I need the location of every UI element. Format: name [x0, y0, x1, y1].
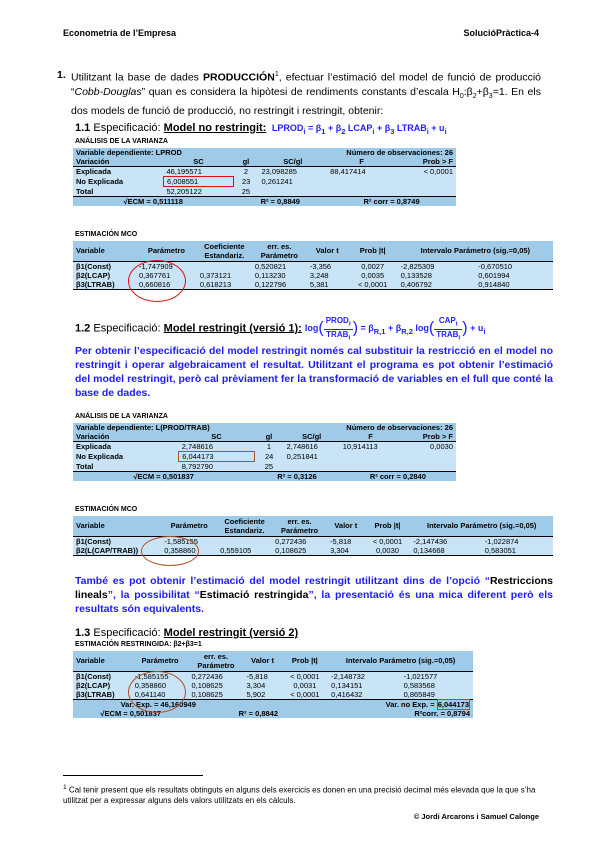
- est1-h4: Valor t: [315, 246, 339, 256]
- explanation-paragraph-2: [75, 574, 553, 616]
- cell: 0,583051: [484, 545, 516, 555]
- highlight-oval-params2: [141, 536, 199, 566]
- cell: -1,585155: [164, 536, 198, 546]
- cell: [401, 452, 456, 462]
- cell: 0,660816: [138, 279, 171, 289]
- est2-h5: Prob |t|: [374, 521, 401, 531]
- cell: Total: [76, 186, 94, 196]
- cell: 5,381: [309, 279, 329, 289]
- anova2-r2corr: R² corr = 0,2840: [369, 472, 426, 481]
- cell: β1(Const): [76, 261, 111, 271]
- cell: 0,358860: [134, 680, 167, 690]
- est3-h4: Prob |t|: [291, 656, 318, 666]
- section-1-1-heading: [75, 122, 447, 136]
- cell: 3,248: [309, 270, 329, 280]
- est3-r2corr: R²corr. = 0,8794: [414, 708, 470, 718]
- est3-h1: Parámetro: [141, 656, 179, 666]
- est2-title: ESTIMACIÓN MCO: [75, 506, 138, 513]
- header-left: Econometria de l’Empresa: [63, 28, 177, 38]
- section-1-3-heading: [75, 627, 298, 639]
- footnote-mark: 1: [274, 71, 279, 78]
- est2-h3: err. es. Parámetro: [281, 516, 319, 535]
- est2-h4: Valor t: [334, 521, 358, 531]
- cell: 0,134151: [331, 680, 363, 690]
- est3-varnoexp: [243, 699, 473, 709]
- cell: < 0,0001: [290, 671, 320, 681]
- cell: 0,113230: [254, 270, 286, 280]
- est1-h5: Prob |t|: [359, 246, 386, 256]
- section-title: Model restringit (versió 1):: [163, 322, 302, 335]
- anova2-h1: SC: [211, 432, 222, 441]
- anova2-r2: R² = 0,3126: [277, 472, 317, 481]
- anova1-h4: F: [359, 157, 364, 166]
- cell: -1,747909: [138, 261, 173, 271]
- text-c: ” quan es considera la hipòtesi de rendiments constants d’escala H: [141, 85, 460, 98]
- anova1-title: ANÁLISIS DE LA VARIANZA: [75, 138, 168, 145]
- footnote-text: Cal tenir present que els resultats obtinguts en alguns dels exercicis es donen en una precisió decimal més elevada que la que s’ha utilitzat per a expressar alguns dels valors utilitzats en els càlculs.: [63, 785, 536, 805]
- anova1-h3: SC/gl: [283, 157, 303, 166]
- anova2-table: [73, 423, 456, 481]
- cell: β2(LCAP): [76, 270, 111, 280]
- cell: 2,748616: [286, 442, 318, 452]
- section-label: Especificació:: [93, 322, 164, 335]
- cell: 0,559105: [220, 545, 252, 555]
- cell: [327, 187, 396, 197]
- cell: -2,825309: [400, 261, 435, 271]
- cell: 0,0030: [430, 442, 453, 452]
- cell: 0,358860: [164, 545, 196, 555]
- cell: 0,641140: [134, 689, 166, 699]
- cell: < 0,0001: [423, 167, 453, 177]
- cell: 0,261241: [261, 177, 293, 186]
- cell: 0,134668: [413, 545, 445, 555]
- anova1-h5: Prob > F: [422, 157, 453, 166]
- cell: β2(LCAP): [76, 680, 111, 690]
- cell: -5,818: [246, 671, 268, 681]
- cell: [197, 261, 252, 271]
- cell: [340, 452, 402, 462]
- cell: 23: [241, 177, 251, 186]
- anova2-title: ANÁLISIS DE LA VARIANZA: [75, 413, 168, 420]
- cell: -2,148732: [331, 671, 365, 681]
- copyright: © Jordi Arcarons i Samuel Calonge: [413, 812, 539, 821]
- cell: 23,098285: [261, 167, 297, 177]
- cell: 8,792790: [181, 462, 214, 471]
- cell: 0,108625: [191, 689, 223, 699]
- anova1-h1: SC: [193, 157, 204, 166]
- cell: No Explicada: [76, 177, 124, 186]
- cell: [284, 462, 340, 472]
- cell: 3,304: [330, 545, 349, 555]
- para2-e: ”, la presentació és una mica diferent però els resultats són equivalents.: [75, 589, 553, 615]
- cell: 0,108625: [191, 680, 223, 690]
- est2-h6: Intervalo Parámetro (sig.=0,05): [427, 521, 537, 531]
- cell: [258, 187, 327, 197]
- anova2-h5: Prob > F: [422, 432, 453, 441]
- cell: [396, 177, 456, 187]
- anova2-h2: gl: [265, 432, 273, 441]
- anova2-dep: Variable dependiente: L(PROD/TRAB): [76, 423, 210, 432]
- cell: 0,865849: [403, 689, 435, 699]
- cell: [327, 177, 396, 187]
- text-f: =1. En els dos models de funció de producció, no restringit i restringit, obtenir:: [71, 85, 541, 117]
- cell: -2,147436: [413, 536, 448, 546]
- est1-h0: Variable: [76, 246, 105, 256]
- anova1-ecm: √ECM = 0,511118: [123, 197, 183, 206]
- cell: 0,108625: [275, 545, 307, 555]
- cell: 0,520821: [254, 261, 287, 271]
- cell: -3,356: [309, 261, 332, 271]
- est2-h2: Coeficiente Estandariz.: [224, 516, 265, 535]
- exercise-1: [57, 68, 541, 118]
- anova1-h0: Variación: [76, 157, 110, 166]
- cell: [340, 462, 402, 472]
- model-name: Cobb-Douglas: [74, 85, 142, 98]
- footnote-number: 1: [63, 784, 67, 791]
- para2-b: Restriccions lineals: [75, 575, 553, 601]
- est1-h3: err. es. Parámetro: [260, 241, 298, 260]
- table-row: [73, 442, 456, 452]
- cell: 0,406792: [400, 279, 432, 289]
- highlight-oval-params1: [128, 260, 186, 302]
- section-1-2-heading: [75, 316, 485, 342]
- cell: [396, 187, 456, 197]
- cell: 24: [264, 452, 274, 461]
- anova2-h4: F: [368, 432, 373, 441]
- table-row: [73, 462, 456, 472]
- formula-unrestricted: $LPROD_i = \beta_1 + \beta_2$ $LCAP_i + \beta_3$ $LTRAB_i + u_i$: [271, 123, 447, 136]
- cell: 0,251841: [286, 452, 318, 461]
- cell: 10,914113: [342, 442, 378, 452]
- cell: β1(Const): [76, 536, 111, 546]
- cell: 0,0027: [361, 261, 385, 271]
- cell: 5,902: [246, 689, 266, 699]
- cell: 0,0031: [293, 680, 317, 690]
- cell: 88,417414: [330, 167, 366, 177]
- est3-varexp: Var. Exp. = 46,160949: [120, 699, 196, 709]
- footnote: [63, 783, 541, 806]
- anova2-h3: SC/gl: [302, 432, 322, 441]
- cell: < 0,0001: [357, 279, 388, 289]
- table-row: [73, 167, 456, 177]
- para2-d: Estimació restringida: [199, 589, 309, 601]
- cell: 0,0030: [376, 545, 399, 555]
- anova1-r2corr: R² corr = 0,8749: [363, 197, 420, 206]
- cell: β1(Const): [76, 671, 111, 681]
- est2-h1: Parámetro: [170, 521, 208, 531]
- para2-c: ”, la possibilitat “: [107, 589, 200, 601]
- varnoexp-label: Var. no Exp. =: [385, 699, 437, 709]
- anova2-h0: Variación: [76, 432, 110, 441]
- est1-h2: Coeficiente Estandariz.: [204, 241, 245, 260]
- cell: 2: [243, 167, 248, 177]
- section-number: 1.1: [75, 122, 91, 134]
- text-e: +β: [476, 85, 489, 98]
- cell: 25: [264, 461, 274, 471]
- cell: 0,0035: [361, 270, 385, 280]
- section-number: 1.2: [75, 322, 91, 335]
- est3-h0: Variable: [76, 656, 105, 666]
- cell: [401, 462, 456, 472]
- cell: Total: [76, 461, 94, 471]
- anova2-nobs: Número de observaciones: 26: [346, 423, 453, 432]
- cell: 0,416432: [331, 689, 363, 699]
- cell: [217, 536, 272, 546]
- cell: 0,133528: [400, 270, 432, 280]
- header-right: SolucióPràctica-4: [463, 28, 539, 38]
- cell: β3(LTRAB): [76, 279, 115, 289]
- anova1-r2: R² = 0,8849: [260, 197, 300, 206]
- cell: 46,195571: [166, 167, 202, 176]
- cell: 2,748616: [181, 442, 214, 451]
- table-row: [73, 187, 456, 197]
- anova1-dep: Variable dependiente: LPROD: [76, 148, 182, 157]
- cell: 52,205122: [166, 187, 202, 196]
- formula-restricted: log( $\frac{PROD_i}{TRAB_i}$ ) = $\beta_{R,1} + \beta_{R,2}$ log( $\frac{CAP_i}{TRAB_i}$ ) + $u_i$: [304, 316, 486, 342]
- text-a: Utilitzant la base de dades: [71, 71, 204, 84]
- explanation-paragraph-1: Per obtenir l’especificació del model restringit només cal substituir la restricció en el model no restringit i operar algebraicament el resultat. Utilitzant el programa es pot obtenir l’estimació del model restringit, però cal prèviament fer la transformació de variables en el full que conté la base de dades.: [75, 345, 553, 399]
- exercise-number: 1.: [57, 69, 66, 81]
- section-number: 1.3: [75, 627, 91, 639]
- cell: 0,914840: [478, 279, 510, 289]
- anova2-ecm: √ECM = 0,501837: [133, 472, 194, 481]
- footnote-divider: [63, 775, 203, 776]
- text-b: , efectuar l’estimació del model de funció de producció “: [71, 71, 541, 98]
- cell: < 0,0001: [372, 536, 403, 546]
- est1-title: ESTIMACIÓN MCO: [75, 231, 138, 238]
- table-row: [73, 177, 456, 187]
- highlighted-cell: 6,008551: [163, 177, 233, 187]
- cell: 0,122796: [254, 279, 287, 289]
- cell: β3(LTRAB): [76, 689, 115, 699]
- cell: 0,601994: [478, 270, 510, 280]
- exercise-text: Utilitzant la base de dades PRODUCCIÓN$^1$, efectuar l’estimació del model de funció de producció “Cobb-Douglas” quan es considera la hipòtesi de rendiments constants d’escala $H_0:\beta_2+\beta_3=1$. En els dos models de funció de producció, no restringit i restringit, obtenir:: [71, 71, 541, 117]
- section-title: Model no restringit:: [163, 122, 267, 134]
- cell: 0,272436: [191, 671, 223, 681]
- cell: β2(L(CAP/TRAB)): [76, 545, 139, 555]
- cell: 0,583568: [403, 680, 435, 690]
- est3-h2: err. es. Parámetro: [197, 651, 235, 670]
- anova1-h2: gl: [242, 157, 250, 166]
- cell: Explicada: [76, 167, 112, 177]
- table-row: [73, 452, 456, 462]
- text-d: :β: [463, 85, 473, 98]
- anova1-nobs: Número de observaciones: 26: [346, 148, 453, 157]
- est3-h5: Intervalo Parámetro (sig.=0,05): [345, 656, 456, 666]
- est3-ecm: √ECM = 0,501837: [100, 708, 162, 718]
- cell: 0,373121: [199, 270, 232, 280]
- cell: 0,367761: [138, 270, 171, 280]
- para2-a: També es pot obtenir l’estimació del model restringit utilitzant dins de l’opció “: [75, 575, 490, 587]
- cell: < 0,0001: [290, 689, 320, 699]
- cell: 3,304: [246, 680, 266, 690]
- section-label: Especificació:: [93, 122, 164, 134]
- highlighted-cell: 6,044173: [179, 452, 255, 462]
- est1-h6: Intervalo Parámetro (sig.=0,05): [420, 246, 531, 256]
- section-label: Especificació:: [93, 627, 164, 639]
- cell: 0,272436: [275, 536, 307, 546]
- est3-h3: Valor t: [251, 656, 274, 666]
- est2-h0: Variable: [76, 521, 105, 531]
- est3-r2: R² = 0,8842: [238, 708, 279, 718]
- est1-h1: Parámetro: [147, 246, 185, 256]
- cell: No Explicada: [76, 452, 124, 461]
- cell: 0,618213: [199, 279, 232, 289]
- cell: 25: [241, 186, 251, 196]
- cell: -1,585155: [134, 671, 169, 681]
- dataset-name: PRODUCCIÓN: [203, 71, 275, 84]
- varnoexp-value: 6,044173: [437, 699, 469, 709]
- est3-title: ESTIMACIÓN RESTRINGIDA: β2+β3=1: [75, 641, 202, 648]
- anova1-table: [73, 148, 456, 206]
- cell: -1,021577: [403, 671, 438, 681]
- cell: -0,670510: [478, 261, 513, 271]
- cell: Explicada: [76, 442, 112, 452]
- cell: 1: [266, 442, 271, 452]
- cell: -1,022874: [484, 536, 519, 546]
- highlight-oval-params3: [128, 671, 186, 713]
- cell: -5,818: [330, 536, 352, 546]
- section-title: Model restringit (versió 2): [163, 627, 299, 639]
